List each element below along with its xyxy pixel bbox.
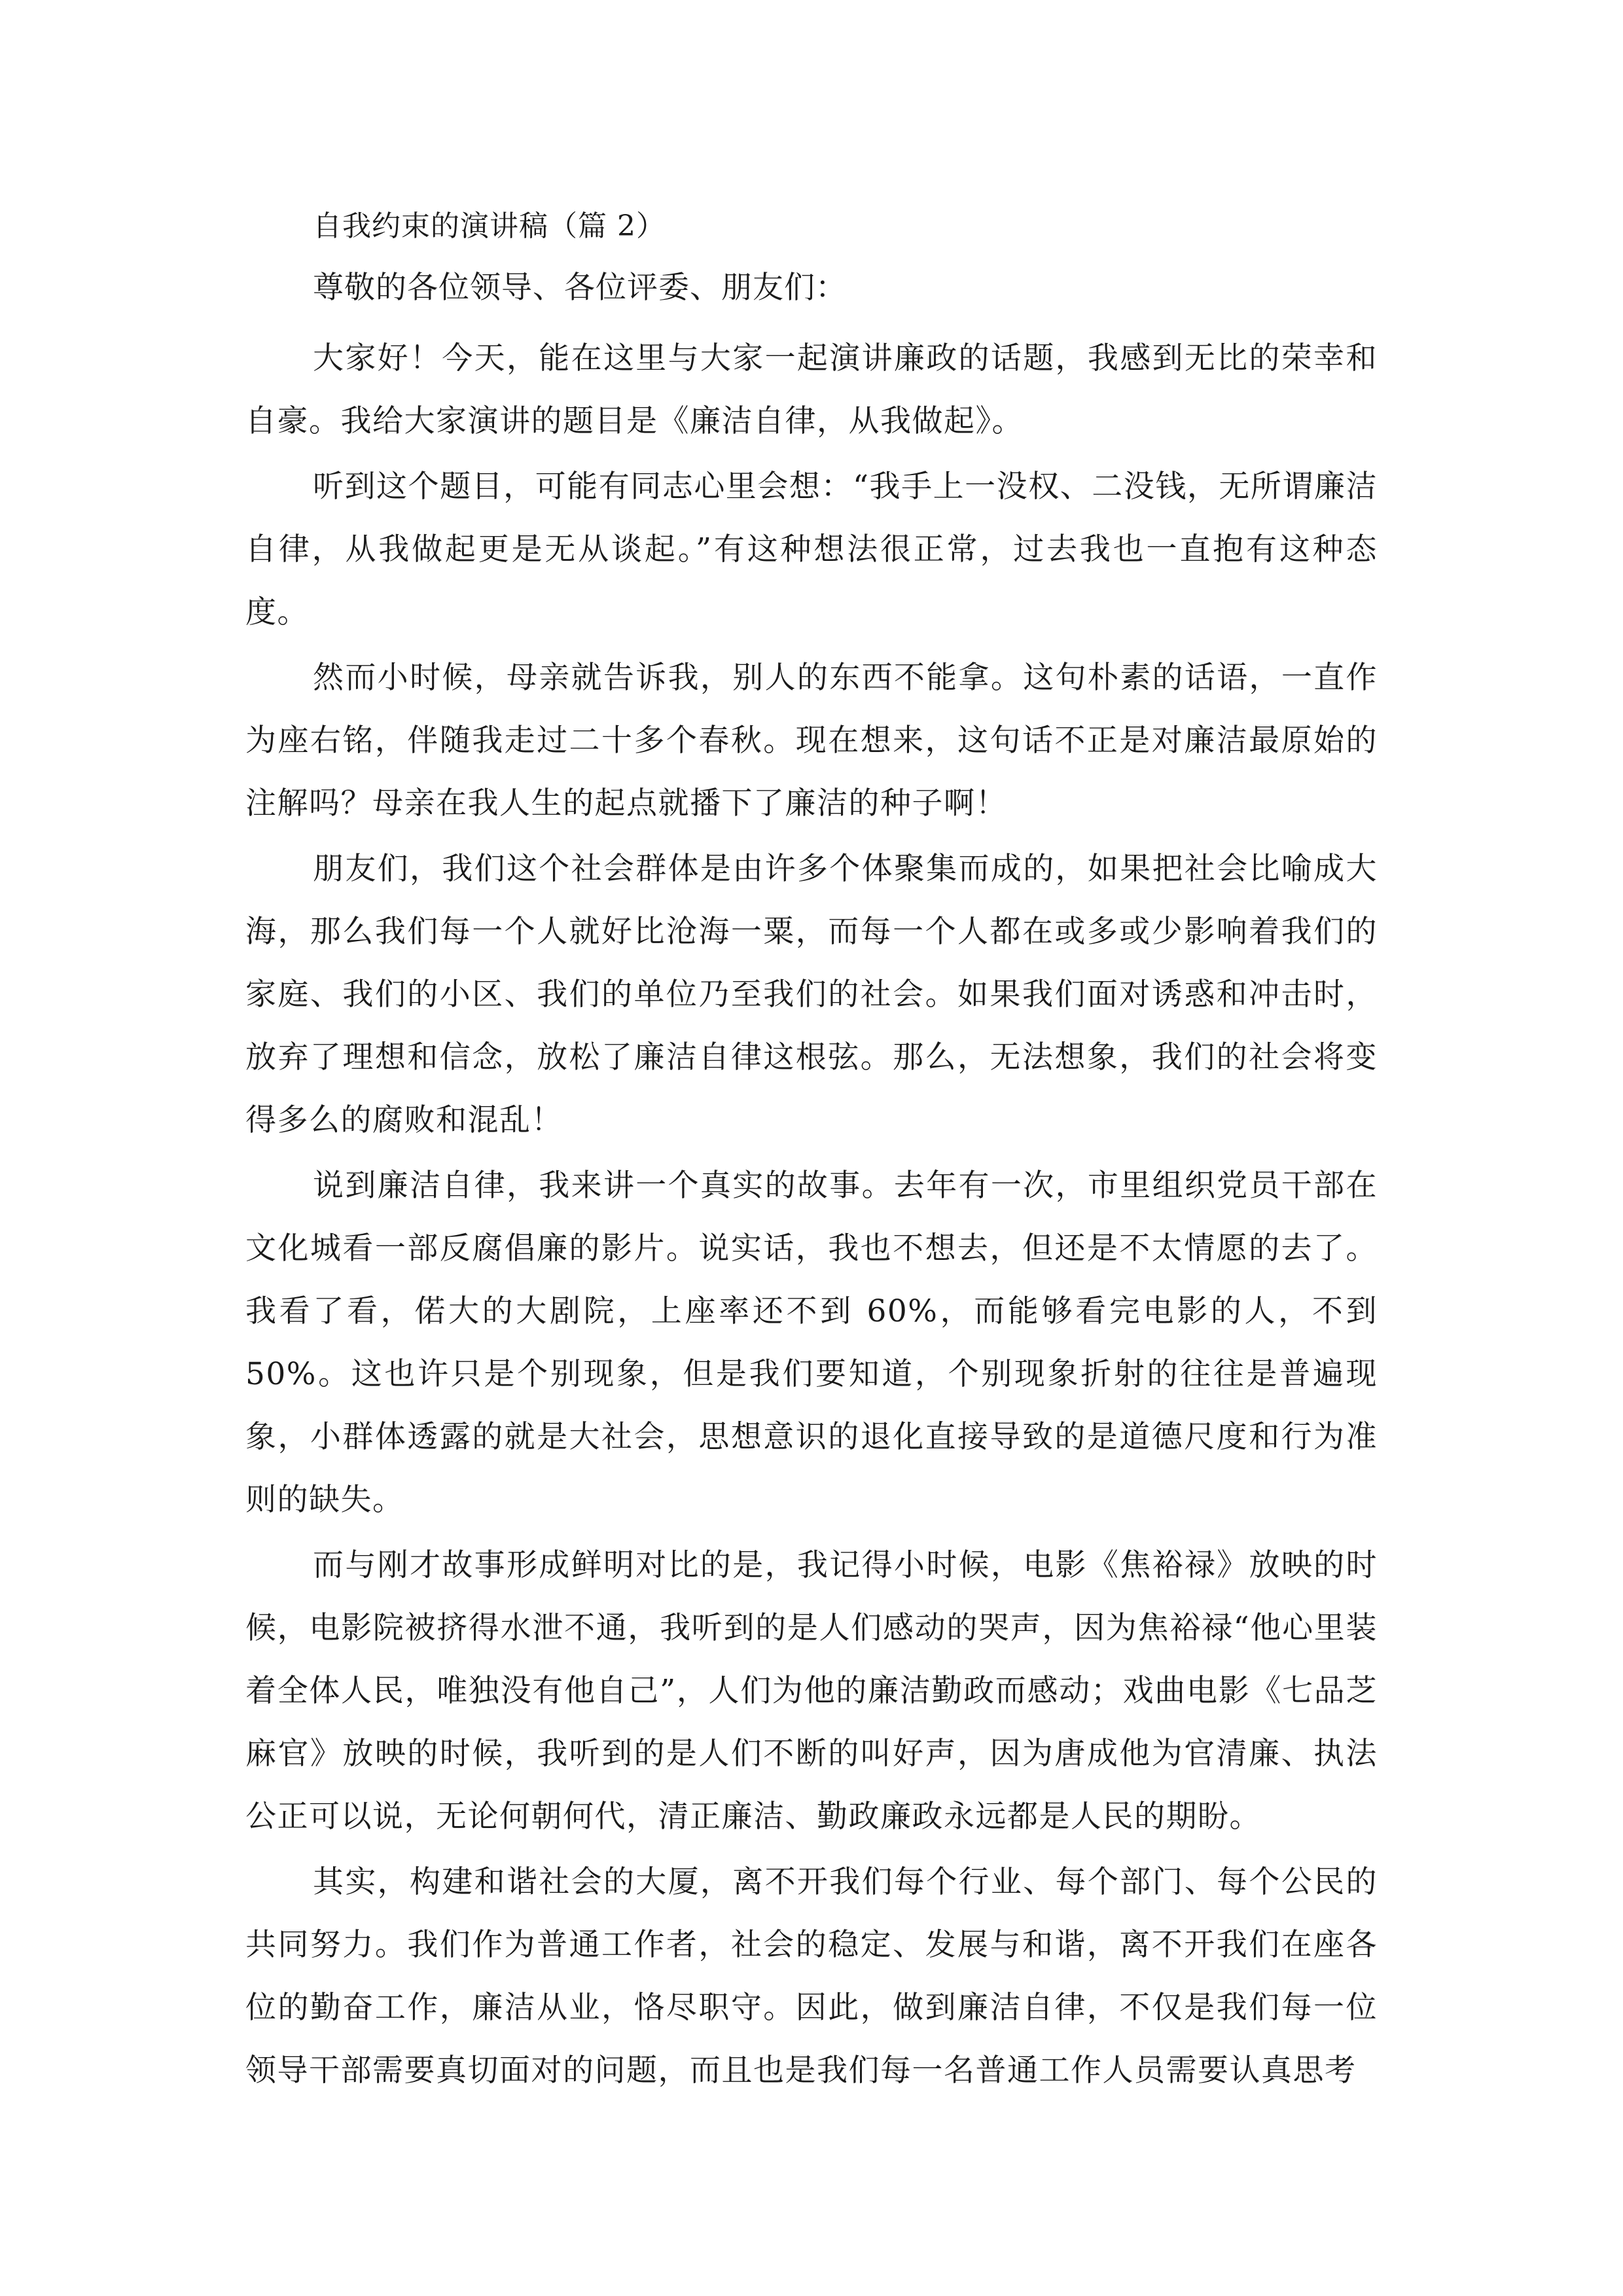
paragraph-5: 说到廉洁自律，我来讲一个真实的故事。去年有一次，市里组织党员干部在文化城看一部反腐倡廉的影片。说实话，我也不想去，但还是不太情愿的去了。我看了看，偌大的大剧院，上座率还不到 60%，而能够看完电影的人，不到 50%。这也许只是个别现象，但是我们要知道，个别现象折射的往往是普遍现象，小群体透露的就是大社会，思想意识的退化直接导致的是道德尺度和行为准则的缺失。 <box>245 1168 1378 1518</box>
paragraph-3: 然而小时候，母亲就告诉我，别人的东西不能拿。这句朴素的话语，一直作为座右铭，伴随我走过二十多个春秋。现在想来，这句话不正是对廉洁最原始的注解吗？母亲在我人生的起点就播下了廉洁的种子啊！ <box>245 660 1378 821</box>
paragraph-2: 听到这个题目，可能有同志心里会想：“我手上一没权、二没钱，无所谓廉洁自律，从我做起更是无从谈起。”有这种想法很正常，过去我也一直抱有这种态度。 <box>245 469 1378 630</box>
document-body <box>245 203 1378 2105</box>
paragraph-7: 其实，构建和谐社会的大厦，离不开我们每个行业、每个部门、每个公民的共同努力。我们作为普通工作者，社会的稳定、发展与和谐，离不开我们在座各位的勤奋工作，廉洁从业，恪尽职守。因此，做到廉洁自律，不仅是我们每一位领导干部需要真切面对的问题，而且也是我们每一名普通工作人员需要认真思考 <box>245 1864 1378 2089</box>
paragraph-1: 大家好！今天，能在这里与大家一起演讲廉政的话题，我感到无比的荣幸和自豪。我给大家演讲的题目是《廉洁自律，从我做起》。 <box>245 340 1378 439</box>
paragraph-6: 而与刚才故事形成鲜明对比的是，我记得小时候，电影《焦裕禄》放映的时候，电影院被挤得水泄不通，我听到的是人们感动的哭声，因为焦裕禄“他心里装着全体人民，唯独没有他自己”，人们为他的廉洁勤政而感动；戏曲电影《七品芝麻官》放映的时候，我听到的是人们不断的叫好声，因为唐成他为官清廉、执法公正可以说，无论何朝何代，清正廉洁、勤政廉政永远都是人民的期盼。 <box>245 1547 1378 1835</box>
document-title: 自我约束的演讲稿（篇 2） <box>313 209 666 243</box>
paragraph-4: 朋友们，我们这个社会群体是由许多个体聚集而成的，如果把社会比喻成大海，那么我们每一个人就好比沧海一粟，而每一个人都在或多或少影响着我们的家庭、我们的小区、我们的单位乃至我们的社会。如果我们面对诱惑和冲击时，放弃了理想和信念，放松了廉洁自律这根弦。那么，无法想象，我们的社会将变得多么的腐败和混乱！ <box>245 851 1378 1138</box>
salutation: 尊敬的各位领导、各位评委、朋友们： <box>313 270 847 306</box>
